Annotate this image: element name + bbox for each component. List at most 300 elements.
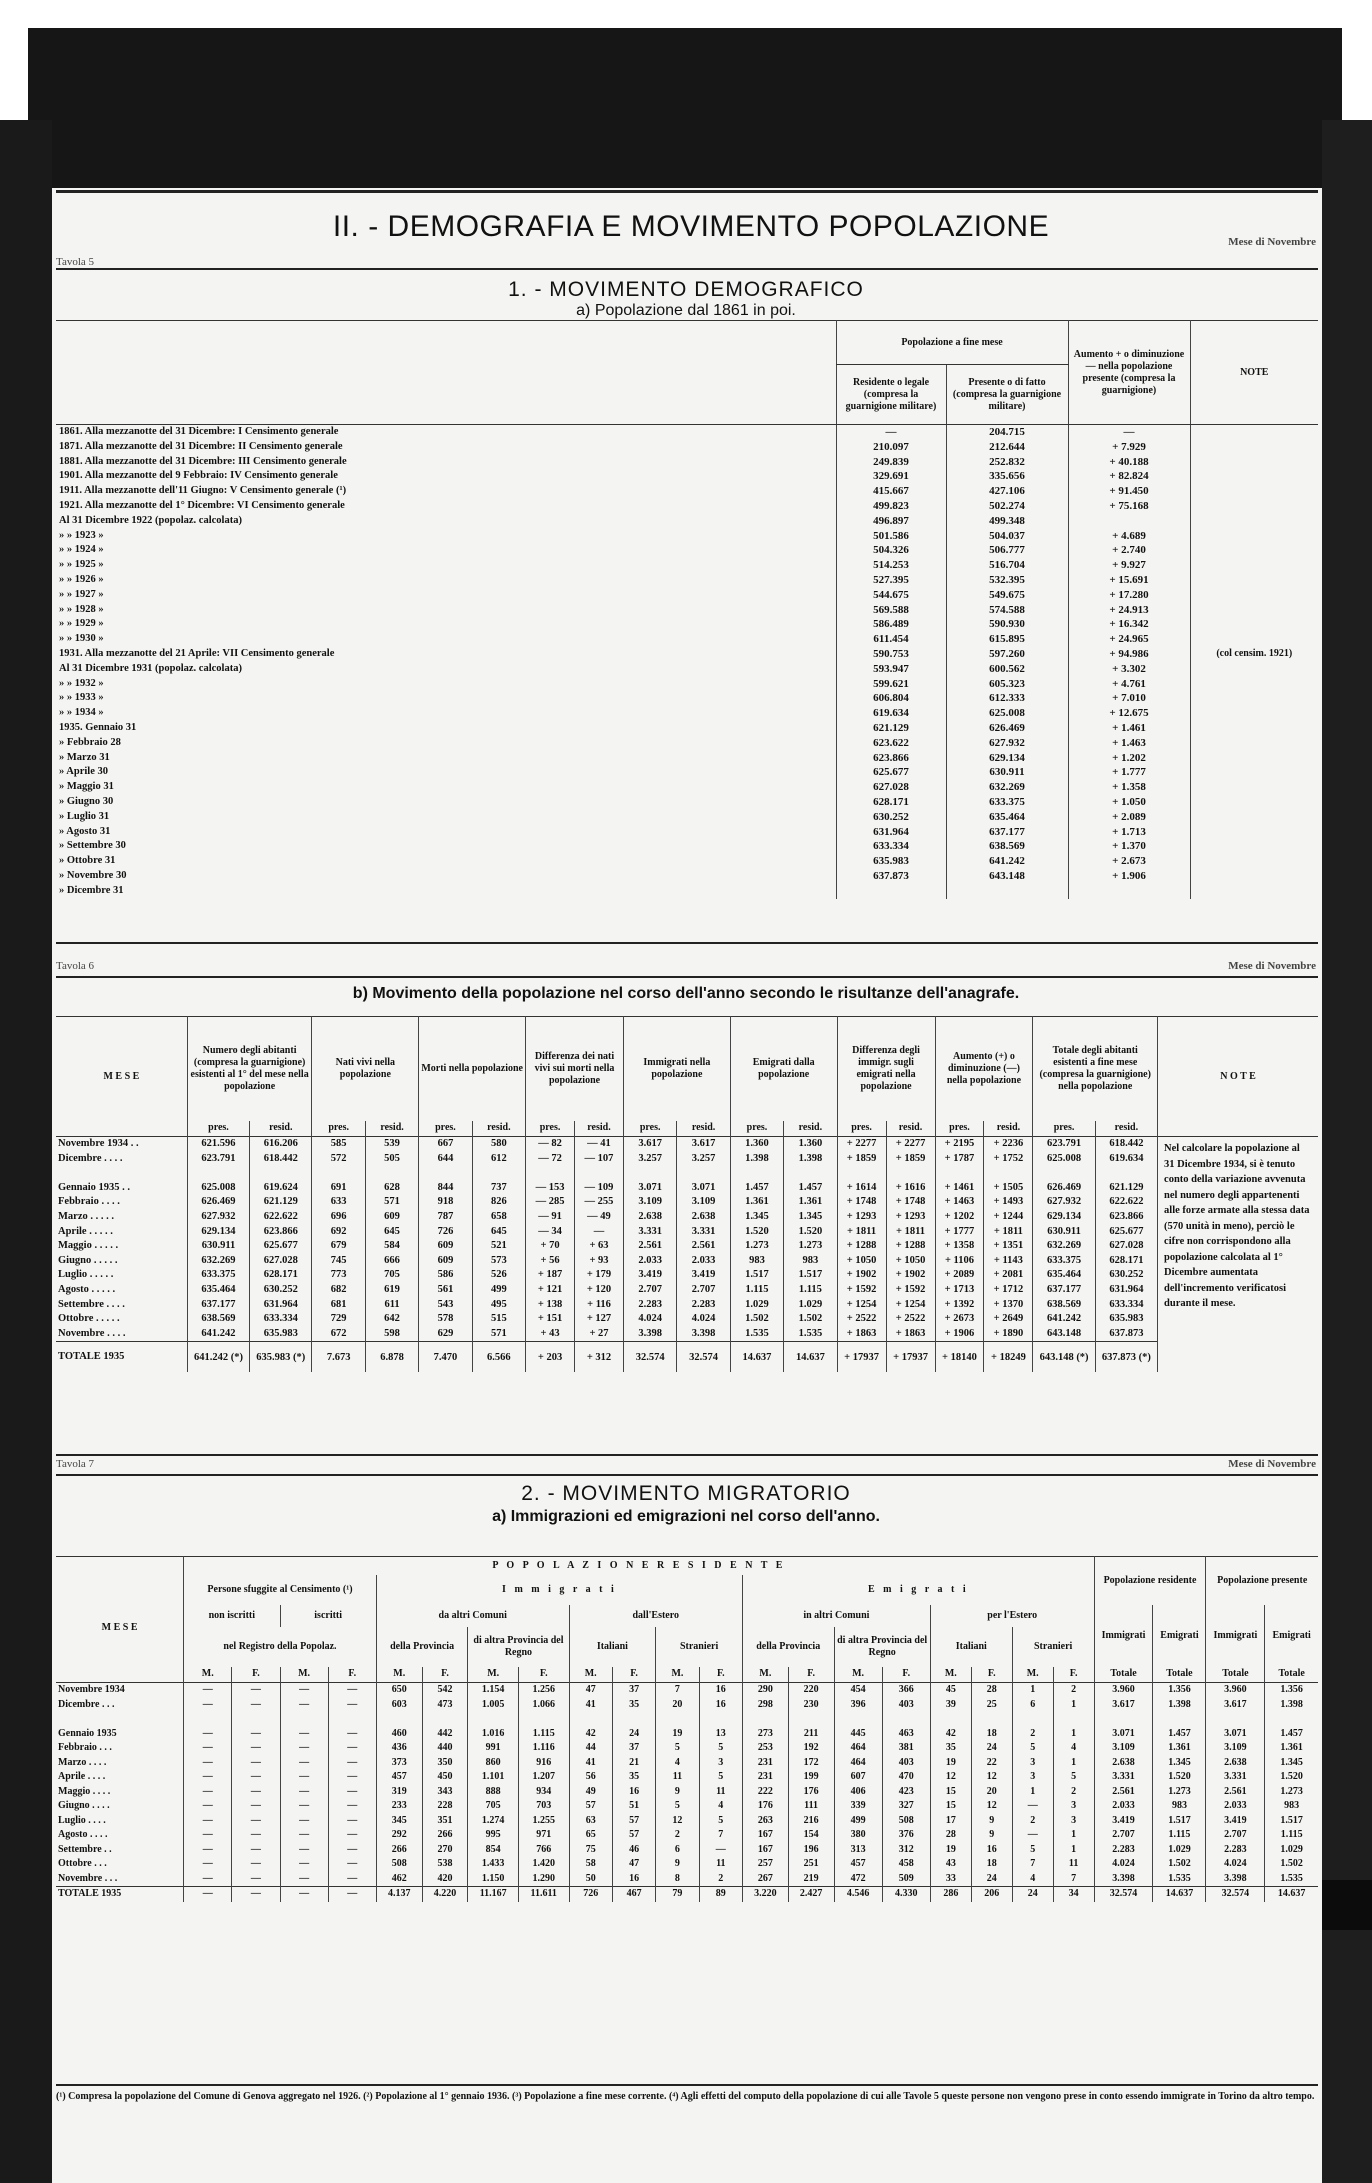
movimento-value: 627.932: [187, 1210, 249, 1225]
scan-left-border: [0, 120, 52, 2183]
migratorio-value: 6: [1012, 1698, 1053, 1713]
movimento-value: 2.033: [623, 1254, 676, 1269]
movimento-value: + 1254: [886, 1298, 935, 1313]
movimento-value: 3.257: [623, 1152, 676, 1167]
presente-value: 574.588: [946, 603, 1068, 618]
population-row: [56, 765, 1318, 780]
migratorio-value: [971, 1712, 1012, 1727]
residente-value: 210.097: [836, 440, 946, 455]
movimento-value: [984, 1166, 1033, 1181]
total-value: 14.637: [730, 1342, 783, 1372]
migratorio-value: 1: [1012, 1785, 1053, 1800]
note-value: [1190, 617, 1318, 632]
aumento-value: + 9.927: [1068, 558, 1190, 573]
movimento-value: + 1811: [886, 1225, 935, 1240]
total-value: 4.330: [882, 1887, 930, 1902]
non-iscritti-header: non iscritti: [184, 1605, 280, 1627]
migratorio-value: 47: [612, 1857, 655, 1872]
migratorio-value: —: [232, 1857, 280, 1872]
movimento-value: 844: [419, 1181, 472, 1196]
migratorio-value: 24: [971, 1741, 1012, 1756]
migratorio-value: 1: [1053, 1727, 1094, 1742]
migratorio-value: —: [232, 1828, 280, 1843]
movimento-value: + 1592: [886, 1283, 935, 1298]
aumento-value: + 82.824: [1068, 469, 1190, 484]
aumento-value: —: [1068, 425, 1190, 440]
presente-value: 629.134: [946, 751, 1068, 766]
migratorio-value: 888: [468, 1785, 519, 1800]
migratorio-value: 3.331: [1206, 1770, 1265, 1785]
movimento-value: 580: [472, 1137, 525, 1152]
row-label: » » 1933 »: [59, 692, 104, 704]
migratorio-row: [56, 1683, 1318, 1698]
population-row: [56, 514, 1318, 529]
residente-value: 623.622: [836, 736, 946, 751]
mese-label: Luglio . . . .: [58, 1814, 106, 1826]
migratorio-value: 3.960: [1206, 1683, 1265, 1698]
altra-provincia-header: di altra Provincia del Regno: [468, 1627, 569, 1667]
migratorio-value: 454: [834, 1683, 882, 1698]
population-row: [56, 558, 1318, 573]
migratorio-value: 971: [518, 1828, 569, 1843]
total-value: 32.574: [1206, 1887, 1265, 1902]
movimento-value: 629.134: [1033, 1210, 1095, 1225]
aumento-value: + 16.342: [1068, 617, 1190, 632]
row-label: » Agosto 31: [59, 825, 111, 837]
note-value: [1190, 529, 1318, 544]
migratorio-value: 4.024: [1206, 1857, 1265, 1872]
population-row: [56, 588, 1318, 603]
residente-header: Residente o legale (compresa la guarnigione militare): [836, 365, 946, 425]
mese-label: Novembre . . . .: [58, 1327, 126, 1339]
movimento-value: 627.932: [1033, 1195, 1095, 1210]
population-row: [56, 662, 1318, 677]
morti-header: Morti nella popolazione: [419, 1017, 526, 1121]
movimento-value: 571: [365, 1195, 418, 1210]
male-subheader: M.: [569, 1667, 612, 1683]
row-label: » Aprile 30: [59, 766, 108, 778]
migratorio-value: 176: [788, 1785, 834, 1800]
presente-value: [946, 884, 1068, 899]
migratorio-value: 7: [1012, 1857, 1053, 1872]
mese-label: Ottobre . . .: [58, 1858, 107, 1869]
male-subheader: M.: [280, 1667, 328, 1683]
migratorio-value: 2: [656, 1828, 699, 1843]
migratorio-value: 16: [699, 1683, 742, 1698]
movimento-value: 1.360: [730, 1137, 783, 1152]
movimento-value: 641.242: [1033, 1312, 1095, 1327]
movimento-value: 3.331: [677, 1225, 730, 1240]
migratorio-table: [56, 1556, 1318, 1902]
migratorio-value: 2.638: [1094, 1756, 1153, 1771]
movimento-value: 983: [784, 1254, 837, 1269]
migratorio-value: 983: [1265, 1799, 1318, 1814]
migratorio-value: 2: [1053, 1683, 1094, 1698]
migratorio-value: 3: [699, 1756, 742, 1771]
movimento-value: + 2522: [837, 1312, 886, 1327]
note-value: [1190, 440, 1318, 455]
population-row: [56, 869, 1318, 884]
migratorio-value: —: [184, 1814, 232, 1829]
row-label: » » 1930 »: [59, 633, 104, 645]
migratorio-value: [422, 1712, 468, 1727]
movimento-value: 691: [312, 1181, 365, 1196]
total-value: 79: [656, 1887, 699, 1902]
movimento-value: 1.345: [730, 1210, 783, 1225]
male-subheader: M.: [376, 1667, 422, 1683]
residente-value: 611.454: [836, 632, 946, 647]
migratorio-value: 2.638: [1206, 1756, 1265, 1771]
note-value: [1190, 854, 1318, 869]
note-value: [1190, 884, 1318, 899]
movimento-value: 3.398: [623, 1327, 676, 1342]
migratorio-value: 16: [699, 1698, 742, 1713]
female-subheader: F.: [788, 1667, 834, 1683]
movimento-value: 623.866: [250, 1225, 312, 1240]
migratorio-value: 1.116: [518, 1741, 569, 1756]
migratorio-value: 1.154: [468, 1683, 519, 1698]
male-subheader: M.: [834, 1667, 882, 1683]
movimento-value: 633.334: [1095, 1298, 1157, 1313]
migratorio-total-row: [56, 1887, 1318, 1902]
movimento-value: + 1748: [837, 1195, 886, 1210]
aumento-value: + 1.777: [1068, 765, 1190, 780]
migratorio-value: 44: [569, 1741, 612, 1756]
note-value: [1190, 825, 1318, 840]
presente-value: 625.008: [946, 706, 1068, 721]
presente-value: 499.348: [946, 514, 1068, 529]
mese-label: Giugno . . . . .: [58, 1254, 118, 1266]
aumento-header-2: Aumento (+) o diminuzione (—) nella popolazione: [935, 1017, 1033, 1121]
migratorio-value: 11: [699, 1857, 742, 1872]
note-value: [1190, 795, 1318, 810]
migratorio-value: 462: [376, 1872, 422, 1887]
movimento-value: + 1293: [837, 1210, 886, 1225]
migratorio-value: 1.115: [518, 1727, 569, 1742]
migratorio-value: 28: [930, 1828, 971, 1843]
totale-subheader: Totale: [1094, 1667, 1153, 1683]
migratorio-value: 3.419: [1094, 1814, 1153, 1829]
movimento-value: + 179: [575, 1268, 624, 1283]
row-label: 1931. Alla mezzanotte del 21 Aprile: VII Censimento generale: [59, 647, 335, 659]
aumento-value: + 2.673: [1068, 854, 1190, 869]
migratorio-value: [882, 1712, 930, 1727]
row-label: 1911. Alla mezzanotte dell'11 Giugno: V Censimento generale (¹): [59, 485, 347, 497]
movimento-value: 637.873: [1095, 1327, 1157, 1342]
aumento-value: + 15.691: [1068, 573, 1190, 588]
row-label: » » 1932 »: [59, 677, 104, 689]
tavola7-month: Mese di Novembre: [1228, 1458, 1316, 1470]
migratorio-value: 1.345: [1265, 1756, 1318, 1771]
resid-subheader: resid.: [886, 1121, 935, 1137]
movimento-value: — 153: [526, 1181, 575, 1196]
migratorio-value: 420: [422, 1872, 468, 1887]
migratorio-value: 5: [699, 1814, 742, 1829]
total-value: 726: [569, 1887, 612, 1902]
migratorio-value: 219: [788, 1872, 834, 1887]
migratorio-value: 13: [699, 1727, 742, 1742]
row-label: 1935. Gennaio 31: [59, 721, 137, 733]
persone-header: Persone sfuggite al Censimento (¹): [184, 1575, 377, 1605]
migratorio-value: 22: [971, 1756, 1012, 1771]
note-value: [1190, 588, 1318, 603]
movimento-value: 3.419: [677, 1268, 730, 1283]
residente-value: 499.823: [836, 499, 946, 514]
migratorio-value: 154: [788, 1828, 834, 1843]
female-subheader: F.: [699, 1667, 742, 1683]
total-value: —: [184, 1887, 232, 1902]
total-value: 641.242 (*): [187, 1342, 249, 1372]
migratorio-value: 1.457: [1265, 1727, 1318, 1742]
aumento-value: + 1.461: [1068, 721, 1190, 736]
row-label: » Giugno 30: [59, 795, 114, 807]
migratorio-row: [56, 1727, 1318, 1742]
migratorio-value: 42: [569, 1727, 612, 1742]
movimento-value: + 1254: [837, 1298, 886, 1313]
migratorio-value: 1.398: [1265, 1698, 1318, 1713]
movimento-value: — 34: [526, 1225, 575, 1240]
movimento-value: 572: [312, 1152, 365, 1167]
migratorio-value: 351: [422, 1814, 468, 1829]
migratorio-value: 3.960: [1094, 1683, 1153, 1698]
migratorio-value: —: [184, 1756, 232, 1771]
movimento-value: 619.634: [1095, 1152, 1157, 1167]
movimento-value: 632.269: [187, 1254, 249, 1269]
migratorio-value: 991: [468, 1741, 519, 1756]
movimento-value: 729: [312, 1312, 365, 1327]
migratorio-value: 15: [930, 1799, 971, 1814]
migratorio-value: —: [280, 1741, 328, 1756]
movimento-row: [56, 1327, 1318, 1342]
migratorio-value: 2.707: [1206, 1828, 1265, 1843]
movimento-note: Nel calcolare la popolazione al 31 Dicembre 1934, si è tenuto conto della variazione avvenuta nel numero degli appartenenti alle forze armate alla stessa data (570 unità in meno), perciò le cifre non corrispondono alla popolazione calcolata al 1° Dicembre aumentata dell'incremento verificatosi durante il mese.: [1158, 1137, 1318, 1372]
movimento-value: 3.331: [623, 1225, 676, 1240]
movimento-value: + 1202: [935, 1210, 984, 1225]
migratorio-value: 499: [834, 1814, 882, 1829]
page-sheet: [56, 190, 1318, 2170]
movimento-value: + 1906: [935, 1327, 984, 1342]
movimento-value: + 2649: [984, 1312, 1033, 1327]
total-value: 14.637: [784, 1342, 837, 1372]
migratorio-value: 5: [1012, 1843, 1053, 1858]
movimento-value: 632.269: [1033, 1239, 1095, 1254]
mese-label: Giugno . . . .: [58, 1800, 110, 1811]
movimento-value: 2.707: [677, 1283, 730, 1298]
migratorio-value: 423: [882, 1785, 930, 1800]
migratorio-value: —: [184, 1872, 232, 1887]
total-value: 467: [612, 1887, 655, 1902]
residente-value: 496.897: [836, 514, 946, 529]
movimento-value: 737: [472, 1181, 525, 1196]
residente-value: 586.489: [836, 617, 946, 632]
presente-value: 204.715: [946, 425, 1068, 440]
migratorio-value: 3: [1053, 1814, 1094, 1829]
migratorio-value: 37: [612, 1741, 655, 1756]
movimento-value: 611: [365, 1298, 418, 1313]
movimento-value: 630.252: [1095, 1268, 1157, 1283]
in-altri-comuni-header: in altri Comuni: [742, 1605, 930, 1627]
movimento-value: — 285: [526, 1195, 575, 1210]
population-row: [56, 736, 1318, 751]
movimento-value: 3.257: [677, 1152, 730, 1167]
migratorio-value: —: [328, 1828, 376, 1843]
note-value: [1190, 810, 1318, 825]
migratorio-value: 3.071: [1094, 1727, 1153, 1742]
migratorio-value: 4: [1053, 1741, 1094, 1756]
movimento-value: + 2195: [935, 1137, 984, 1152]
migratorio-value: 20: [656, 1698, 699, 1713]
movimento-value: + 1811: [984, 1225, 1033, 1240]
migratorio-value: 508: [376, 1857, 422, 1872]
pres-subheader: pres.: [312, 1121, 365, 1137]
mese-label: Agosto . . . .: [58, 1829, 108, 1840]
header-rule: [56, 268, 1318, 270]
migratorio-value: 1: [1053, 1843, 1094, 1858]
migratorio-value: 860: [468, 1756, 519, 1771]
migratorio-value: 33: [930, 1872, 971, 1887]
total-value: 24: [1012, 1887, 1053, 1902]
movimento-value: 1.029: [784, 1298, 837, 1313]
mese-label: Novembre 1934: [58, 1684, 125, 1695]
migratorio-value: 2: [1012, 1727, 1053, 1742]
population-row: [56, 751, 1318, 766]
migratorio-value: 1.274: [468, 1814, 519, 1829]
total-value: 206: [971, 1887, 1012, 1902]
migratorio-value: 263: [742, 1814, 788, 1829]
movimento-value: 3.617: [623, 1137, 676, 1152]
row-label: » Ottobre 31: [59, 855, 116, 867]
residente-value: 514.253: [836, 558, 946, 573]
presente-value: 502.274: [946, 499, 1068, 514]
table3-bottom-rule: [56, 2084, 1318, 2086]
movimento-value: 635.464: [1033, 1268, 1095, 1283]
movimento-value: — 255: [575, 1195, 624, 1210]
migratorio-value: 396: [834, 1698, 882, 1713]
presente-value: 626.469: [946, 721, 1068, 736]
migratorio-value: 1.517: [1265, 1814, 1318, 1829]
migratorio-value: 934: [518, 1785, 569, 1800]
note-value: [1190, 736, 1318, 751]
label-header: [56, 321, 836, 425]
movimento-value: 622.622: [250, 1210, 312, 1225]
migratorio-value: 1.256: [518, 1683, 569, 1698]
movimento-value: 622.622: [1095, 1195, 1157, 1210]
total-value: 635.983 (*): [250, 1342, 312, 1372]
movimento-value: 787: [419, 1210, 472, 1225]
migratorio-value: 380: [834, 1828, 882, 1843]
row-label: 1921. Alla mezzanotte del 1° Dicembre: VI Censimento generale: [59, 499, 345, 511]
movimento-value: + 1392: [935, 1298, 984, 1313]
migratorio-value: 1.356: [1265, 1683, 1318, 1698]
migratorio-value: 35: [612, 1698, 655, 1713]
movimento-value: 625.677: [1095, 1225, 1157, 1240]
migratorio-value: 51: [612, 1799, 655, 1814]
migratorio-value: 9: [971, 1814, 1012, 1829]
movimento-row: [56, 1254, 1318, 1269]
residente-value: [836, 884, 946, 899]
movimento-value: + 1493: [984, 1195, 1033, 1210]
total-value: —: [232, 1887, 280, 1902]
migratorio-value: 703: [518, 1799, 569, 1814]
migratorio-value: —: [328, 1683, 376, 1698]
tavola6-label: Tavola 6: [56, 960, 95, 972]
migratorio-value: 7: [699, 1828, 742, 1843]
iscritti-header: iscritti: [280, 1605, 376, 1627]
note-value: [1190, 869, 1318, 884]
row-label: » » 1926 »: [59, 573, 104, 585]
row-label: » » 1927 »: [59, 588, 104, 600]
movimento-value: + 2089: [935, 1268, 984, 1283]
migratorio-value: 457: [376, 1770, 422, 1785]
aumento-value: [1068, 514, 1190, 529]
migratorio-value: 12: [971, 1770, 1012, 1785]
migratorio-value: 9: [656, 1785, 699, 1800]
row-label: Al 31 Dicembre 1922 (popolaz. calcolata): [59, 514, 242, 526]
residente-value: 630.252: [836, 810, 946, 825]
mese-label: [56, 1712, 184, 1727]
residente-value: —: [836, 425, 946, 440]
migratorio-value: 11: [656, 1770, 699, 1785]
pop-res-header: Popolazione residente: [1094, 1557, 1206, 1605]
note-header-2: N O T E: [1158, 1017, 1318, 1137]
aumento-value: + 1.202: [1068, 751, 1190, 766]
movimento-value: 635.983: [1095, 1312, 1157, 1327]
movimento-value: 1.273: [730, 1239, 783, 1254]
aumento-value: + 12.675: [1068, 706, 1190, 721]
mese-label: Febbraio . . . .: [58, 1196, 120, 1208]
female-subheader: F.: [882, 1667, 930, 1683]
population-row: [56, 677, 1318, 692]
population-row: [56, 529, 1318, 544]
residente-value: 621.129: [836, 721, 946, 736]
presente-header: Presente o di fatto (compresa la guarnigione militare): [946, 365, 1068, 425]
migratorio-title: 2. - MOVIMENTO MIGRATORIO: [521, 1482, 851, 1505]
migratorio-value: —: [232, 1799, 280, 1814]
movimento-value: — 107: [575, 1152, 624, 1167]
population-row: [56, 825, 1318, 840]
mese-label: Aprile . . . .: [58, 1771, 106, 1782]
aumento-value: + 7.010: [1068, 691, 1190, 706]
movimento-row: [56, 1283, 1318, 1298]
population-row: [56, 425, 1318, 440]
scan-right-border: [1322, 120, 1372, 2183]
migratorio-value: 251: [788, 1857, 834, 1872]
total-value: + 17937: [886, 1342, 935, 1372]
migratorio-value: 995: [468, 1828, 519, 1843]
movimento-value: 618.442: [1095, 1137, 1157, 1152]
migratorio-value: 19: [930, 1756, 971, 1771]
row-label: » Marzo 31: [59, 751, 110, 763]
movimento-value: [187, 1166, 249, 1181]
population-row: [56, 603, 1318, 618]
migratorio-value: 45: [930, 1683, 971, 1698]
resid-subheader: resid.: [984, 1121, 1033, 1137]
movimento-value: + 1505: [984, 1181, 1033, 1196]
row-label: Al 31 Dicembre 1931 (popolaz. calcolata): [59, 662, 242, 674]
residente-value: 628.171: [836, 795, 946, 810]
migratorio-value: —: [328, 1843, 376, 1858]
note-value: [1190, 543, 1318, 558]
migratorio-value: 436: [376, 1741, 422, 1756]
presente-value: 605.323: [946, 677, 1068, 692]
movimento-value: 1.517: [730, 1268, 783, 1283]
movimento-value: + 1787: [935, 1152, 984, 1167]
population-row: [56, 440, 1318, 455]
note-value: [1190, 469, 1318, 484]
movimento-value: [526, 1166, 575, 1181]
migratorio-value: —: [184, 1857, 232, 1872]
migratorio-value: [656, 1712, 699, 1727]
